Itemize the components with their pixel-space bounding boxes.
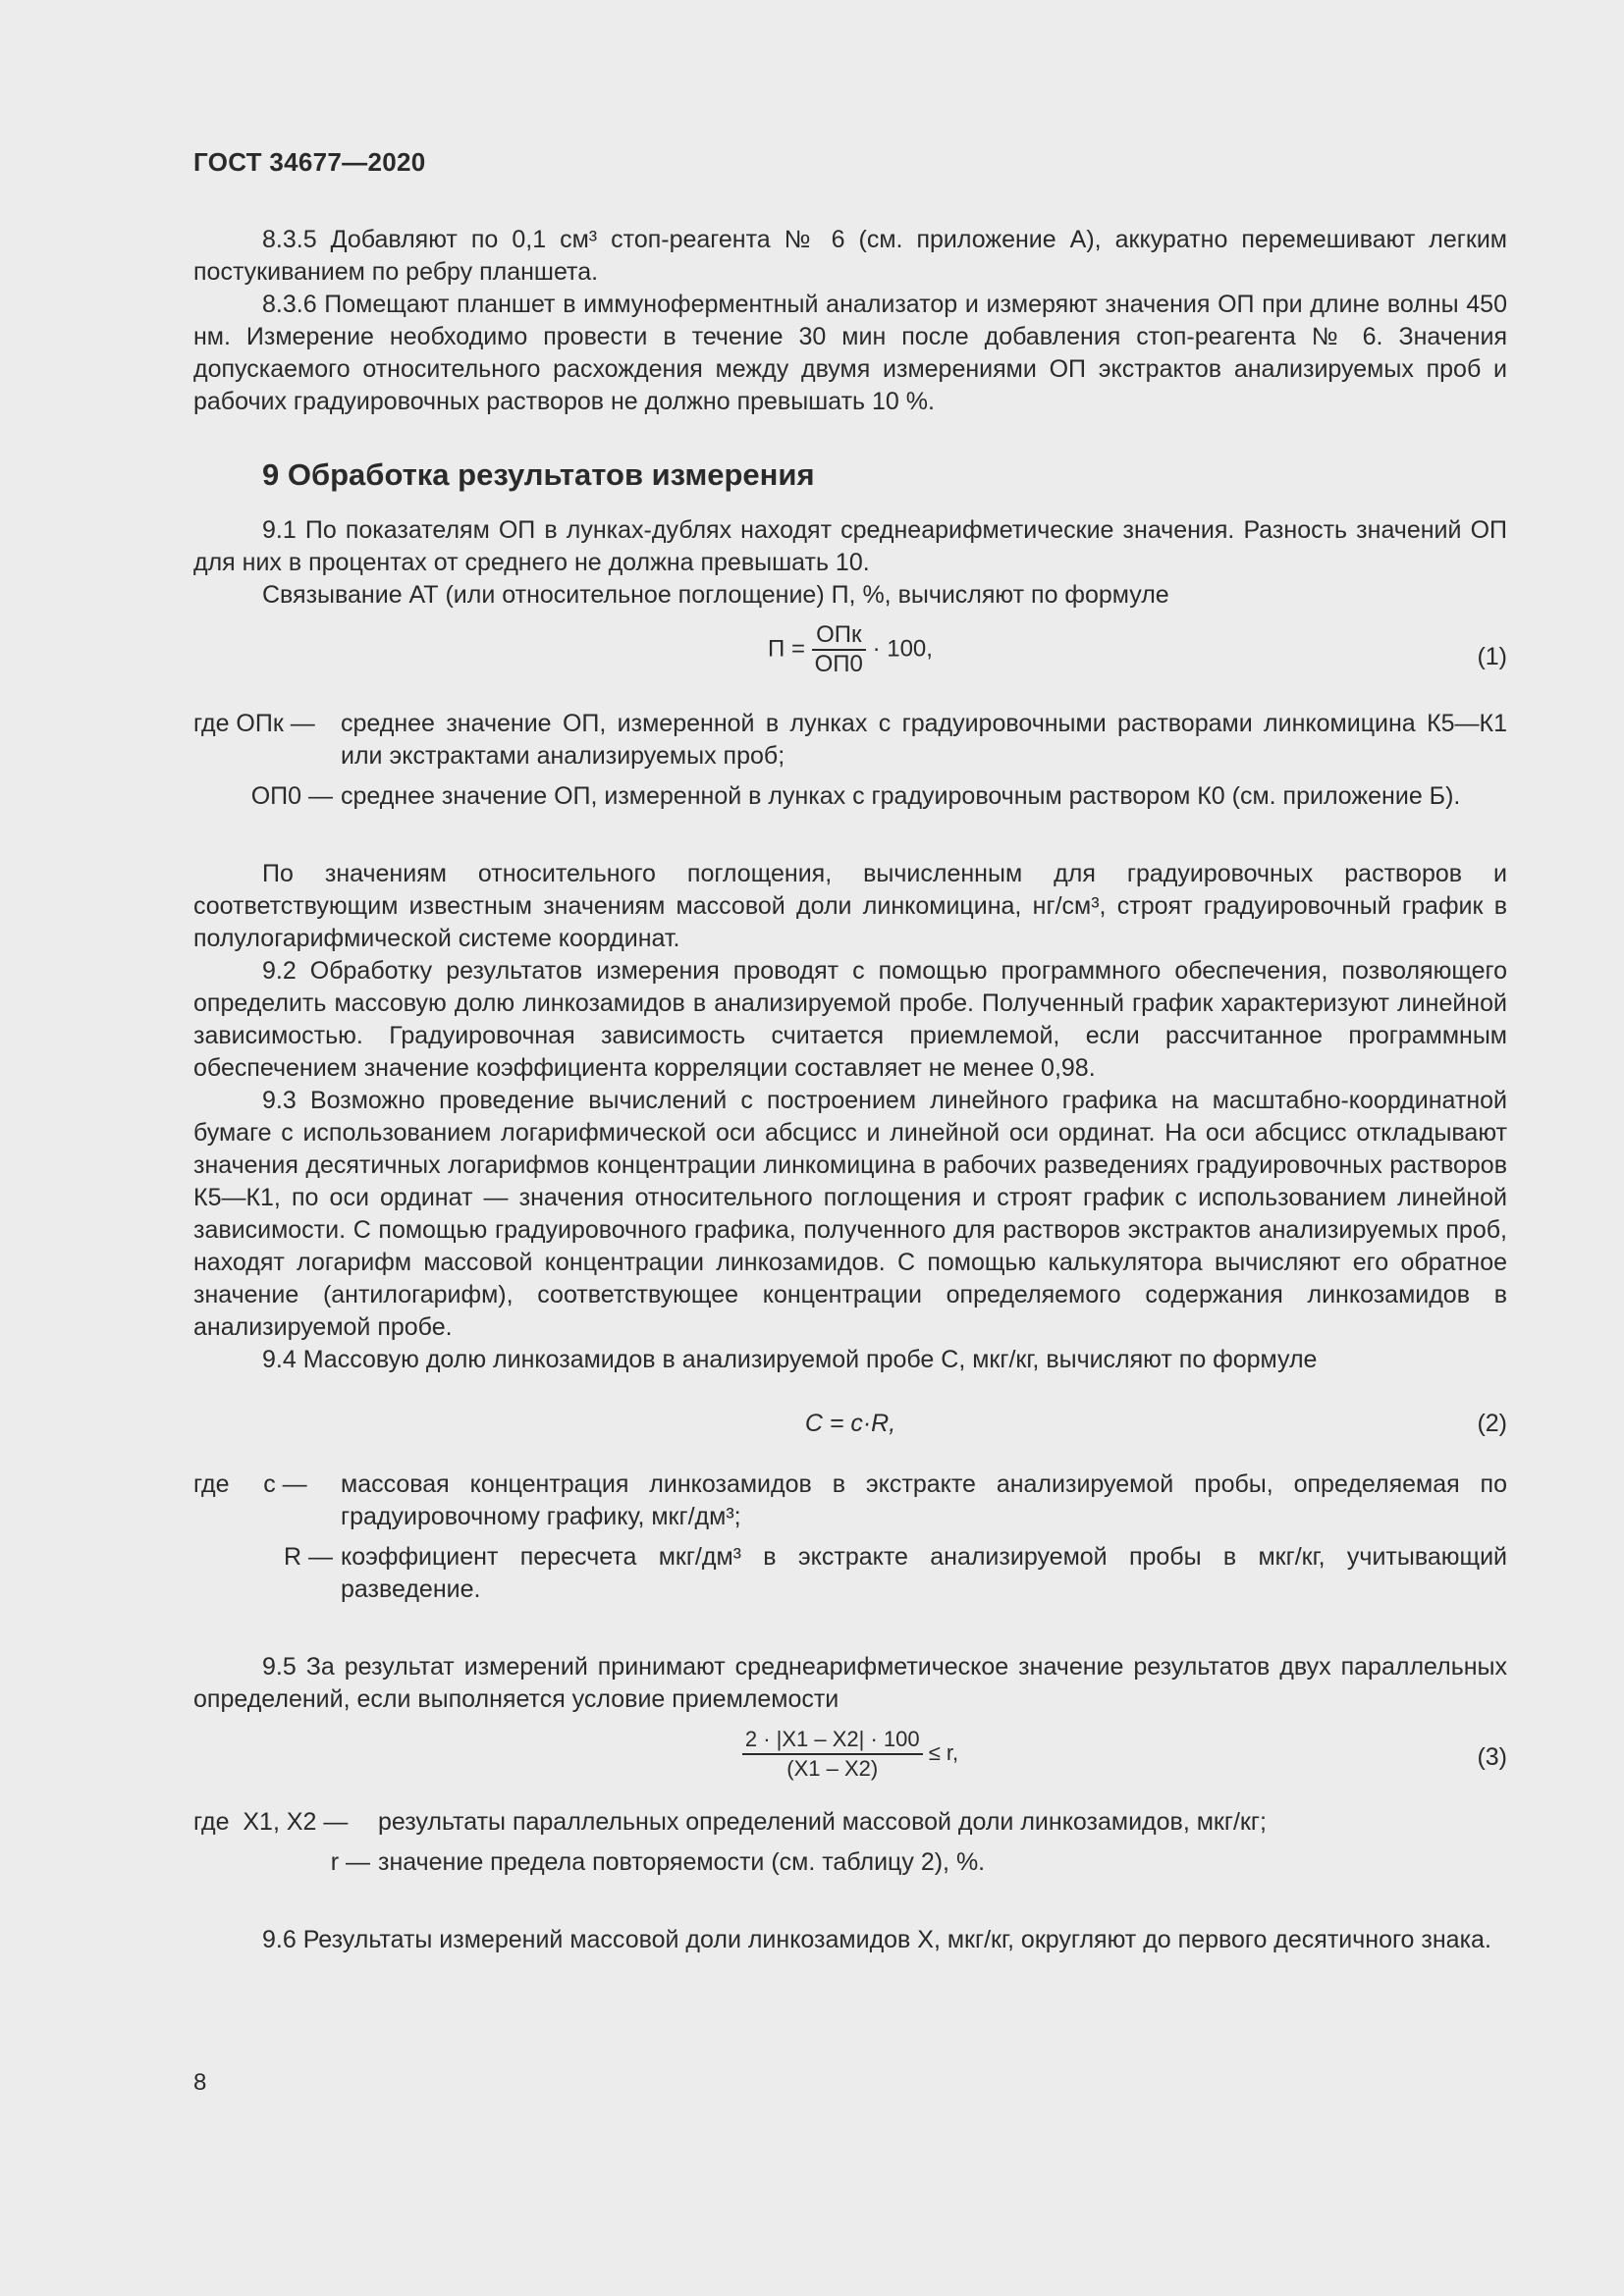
paragraph-9-2: 9.2 Обработку результатов измерения проводят с помощью программного обеспечения, позволяющего определить массовую долю линкозамидов в анализируемой пробе. Полученный график характеризуют линейной зависимостью. Градуировочная зависимость считается приемлемой, если рассчитанное программным обеспечением значение коэффициента корреляции составляет не менее 0,98. bbox=[193, 957, 1507, 1082]
definition-text: массовая концентрация линкозамидов в экстракте анализируемой пробы, определяемая по градуировочному графику, мкг/дм³; bbox=[341, 1470, 1507, 1530]
formula-3-number: (3) bbox=[1477, 1743, 1507, 1771]
formula-1-lhs: П = bbox=[768, 635, 805, 663]
paragraph-8-3-6: 8.3.6 Помещают планшет в иммуноферментный анализатор и измеряют значения ОП при длине волны 450 нм. Измерение необходимо провести в течение 30 мин после добавления стоп-реагента № 6. Значения допускаемого относительного расхождения между двумя измерениями ОП экстрактов анализируемых проб и рабочих градуировочных растворов не должно превышать 10 %. bbox=[193, 291, 1507, 415]
definition-item bbox=[193, 708, 1507, 773]
paragraph-9-6: 9.6 Результаты измерений массовой доли линкозамидов X, мкг/кг, округляют до первого десятичного знака. bbox=[262, 1926, 1491, 1953]
formula-2-expression: C = c·R, bbox=[804, 1410, 896, 1437]
definition-text: значение предела повторяемости (см. таблицу 2), %. bbox=[378, 1848, 986, 1876]
formula-1-fraction bbox=[812, 621, 866, 678]
formula-2-definitions bbox=[193, 1468, 1507, 1606]
formula-2 bbox=[193, 1396, 1507, 1451]
formula-3-fraction bbox=[742, 1726, 923, 1783]
paragraph-9-1-formula-intro: Связывание АТ (или относительное поглощение) П, %, вычисляют по формуле bbox=[262, 581, 1169, 609]
formula-1-number: (1) bbox=[1477, 643, 1507, 670]
formula-3-numerator: 2 · |X1 – X2| · 100 bbox=[742, 1726, 923, 1755]
definition-text: результаты параллельных определений массовой доли линкозамидов, мкг/кг; bbox=[378, 1808, 1267, 1836]
definition-text: среднее значение ОП, измеренной в лунках с градуировочными растворами линкомицина К5—К1 или экстрактами анализируемых проб; bbox=[341, 710, 1507, 770]
definition-label: где c — bbox=[193, 1470, 307, 1498]
formula-1-numerator: ОПк bbox=[812, 621, 866, 651]
formula-3 bbox=[193, 1726, 1507, 1789]
definition-label: R — bbox=[284, 1543, 333, 1571]
definition-label: где X1, X2 — bbox=[193, 1808, 349, 1836]
paragraph-9-1-graph: По значениям относительного поглощения, вычисленным для градуировочных растворов и соответствующим известным значениям массовой доли линкомицина, нг/см³, строят градуировочный график в полулогарифмической системе координат. bbox=[193, 860, 1507, 952]
formula-1-rhs: · 100, bbox=[872, 635, 933, 663]
document-header: ГОСТ 34677—2020 bbox=[193, 147, 426, 177]
document-body bbox=[193, 224, 1507, 1956]
definition-label: ОП0 — bbox=[250, 782, 333, 810]
definition-text: среднее значение ОП, измеренной в лунках с градуировочным раствором К0 (см. приложение Б). bbox=[341, 782, 1461, 810]
section-title-9: 9 Обработка результатов измерения bbox=[262, 457, 815, 492]
formula-1-denominator: ОП0 bbox=[814, 651, 863, 677]
formula-2-number: (2) bbox=[1477, 1410, 1507, 1437]
definition-item bbox=[193, 780, 1507, 813]
formula-1-definitions bbox=[193, 708, 1507, 813]
definition-label: где ОПк — bbox=[193, 710, 315, 737]
definition-item bbox=[193, 1468, 1507, 1533]
formula-3-denominator: (X1 – X2) bbox=[786, 1756, 879, 1781]
page-number: 8 bbox=[193, 2069, 207, 2096]
definition-item bbox=[193, 1806, 1507, 1839]
paragraph-8-3-5: 8.3.5 Добавляют по 0,1 см³ стоп-реагента № 6 (см. приложение А), аккуратно перемешивают легким постукиванием по ребру планшета. bbox=[193, 226, 1507, 286]
definition-label: r — bbox=[330, 1848, 370, 1876]
formula-3-rhs: ≤ r, bbox=[928, 1739, 959, 1765]
definition-item bbox=[193, 1541, 1507, 1606]
formula-3-definitions bbox=[193, 1806, 1507, 1879]
paragraph-9-3: 9.3 Возможно проведение вычислений с построением линейного графика на масштабно-координатной бумаге с использованием логарифмической оси абсцисс и линейной оси ординат. На оси абсцисс откладывают значения десятичных логарифмов концентрации линкомицина в рабочих разведениях градуировочных растворов К5—К1, по оси ординат — значения относительного поглощения и строят график с использованием линейной зависимости. С помощью градуировочного графика, полученного для растворов экстрактов анализируемых проб, находят логарифм массовой концентрации линкозамидов. С помощью калькулятора вычисляют его обратное значение (антилогарифм), соответствующее концентрации определяемого содержания линкозамидов в анализируемой пробе. bbox=[193, 1087, 1507, 1341]
definition-item bbox=[193, 1846, 1507, 1879]
formula-1 bbox=[193, 621, 1507, 690]
definition-text: коэффициент пересчета мкг/дм³ в экстракте анализируемой пробы в мкг/кг, учитывающий разведение. bbox=[341, 1543, 1507, 1603]
paragraph-9-4: 9.4 Массовую долю линкозамидов в анализируемой пробе С, мкг/кг, вычисляют по формуле bbox=[262, 1346, 1318, 1373]
paragraph-9-5: 9.5 За результат измерений принимают среднеарифметическое значение результатов двух параллельных определений, если выполняется условие приемлемости bbox=[193, 1653, 1507, 1713]
paragraph-9-1: 9.1 По показателям ОП в лунках-дублях находят среднеарифметические значения. Разность значений ОП для них в процентах от среднего не должна превышать 10. bbox=[193, 516, 1507, 576]
